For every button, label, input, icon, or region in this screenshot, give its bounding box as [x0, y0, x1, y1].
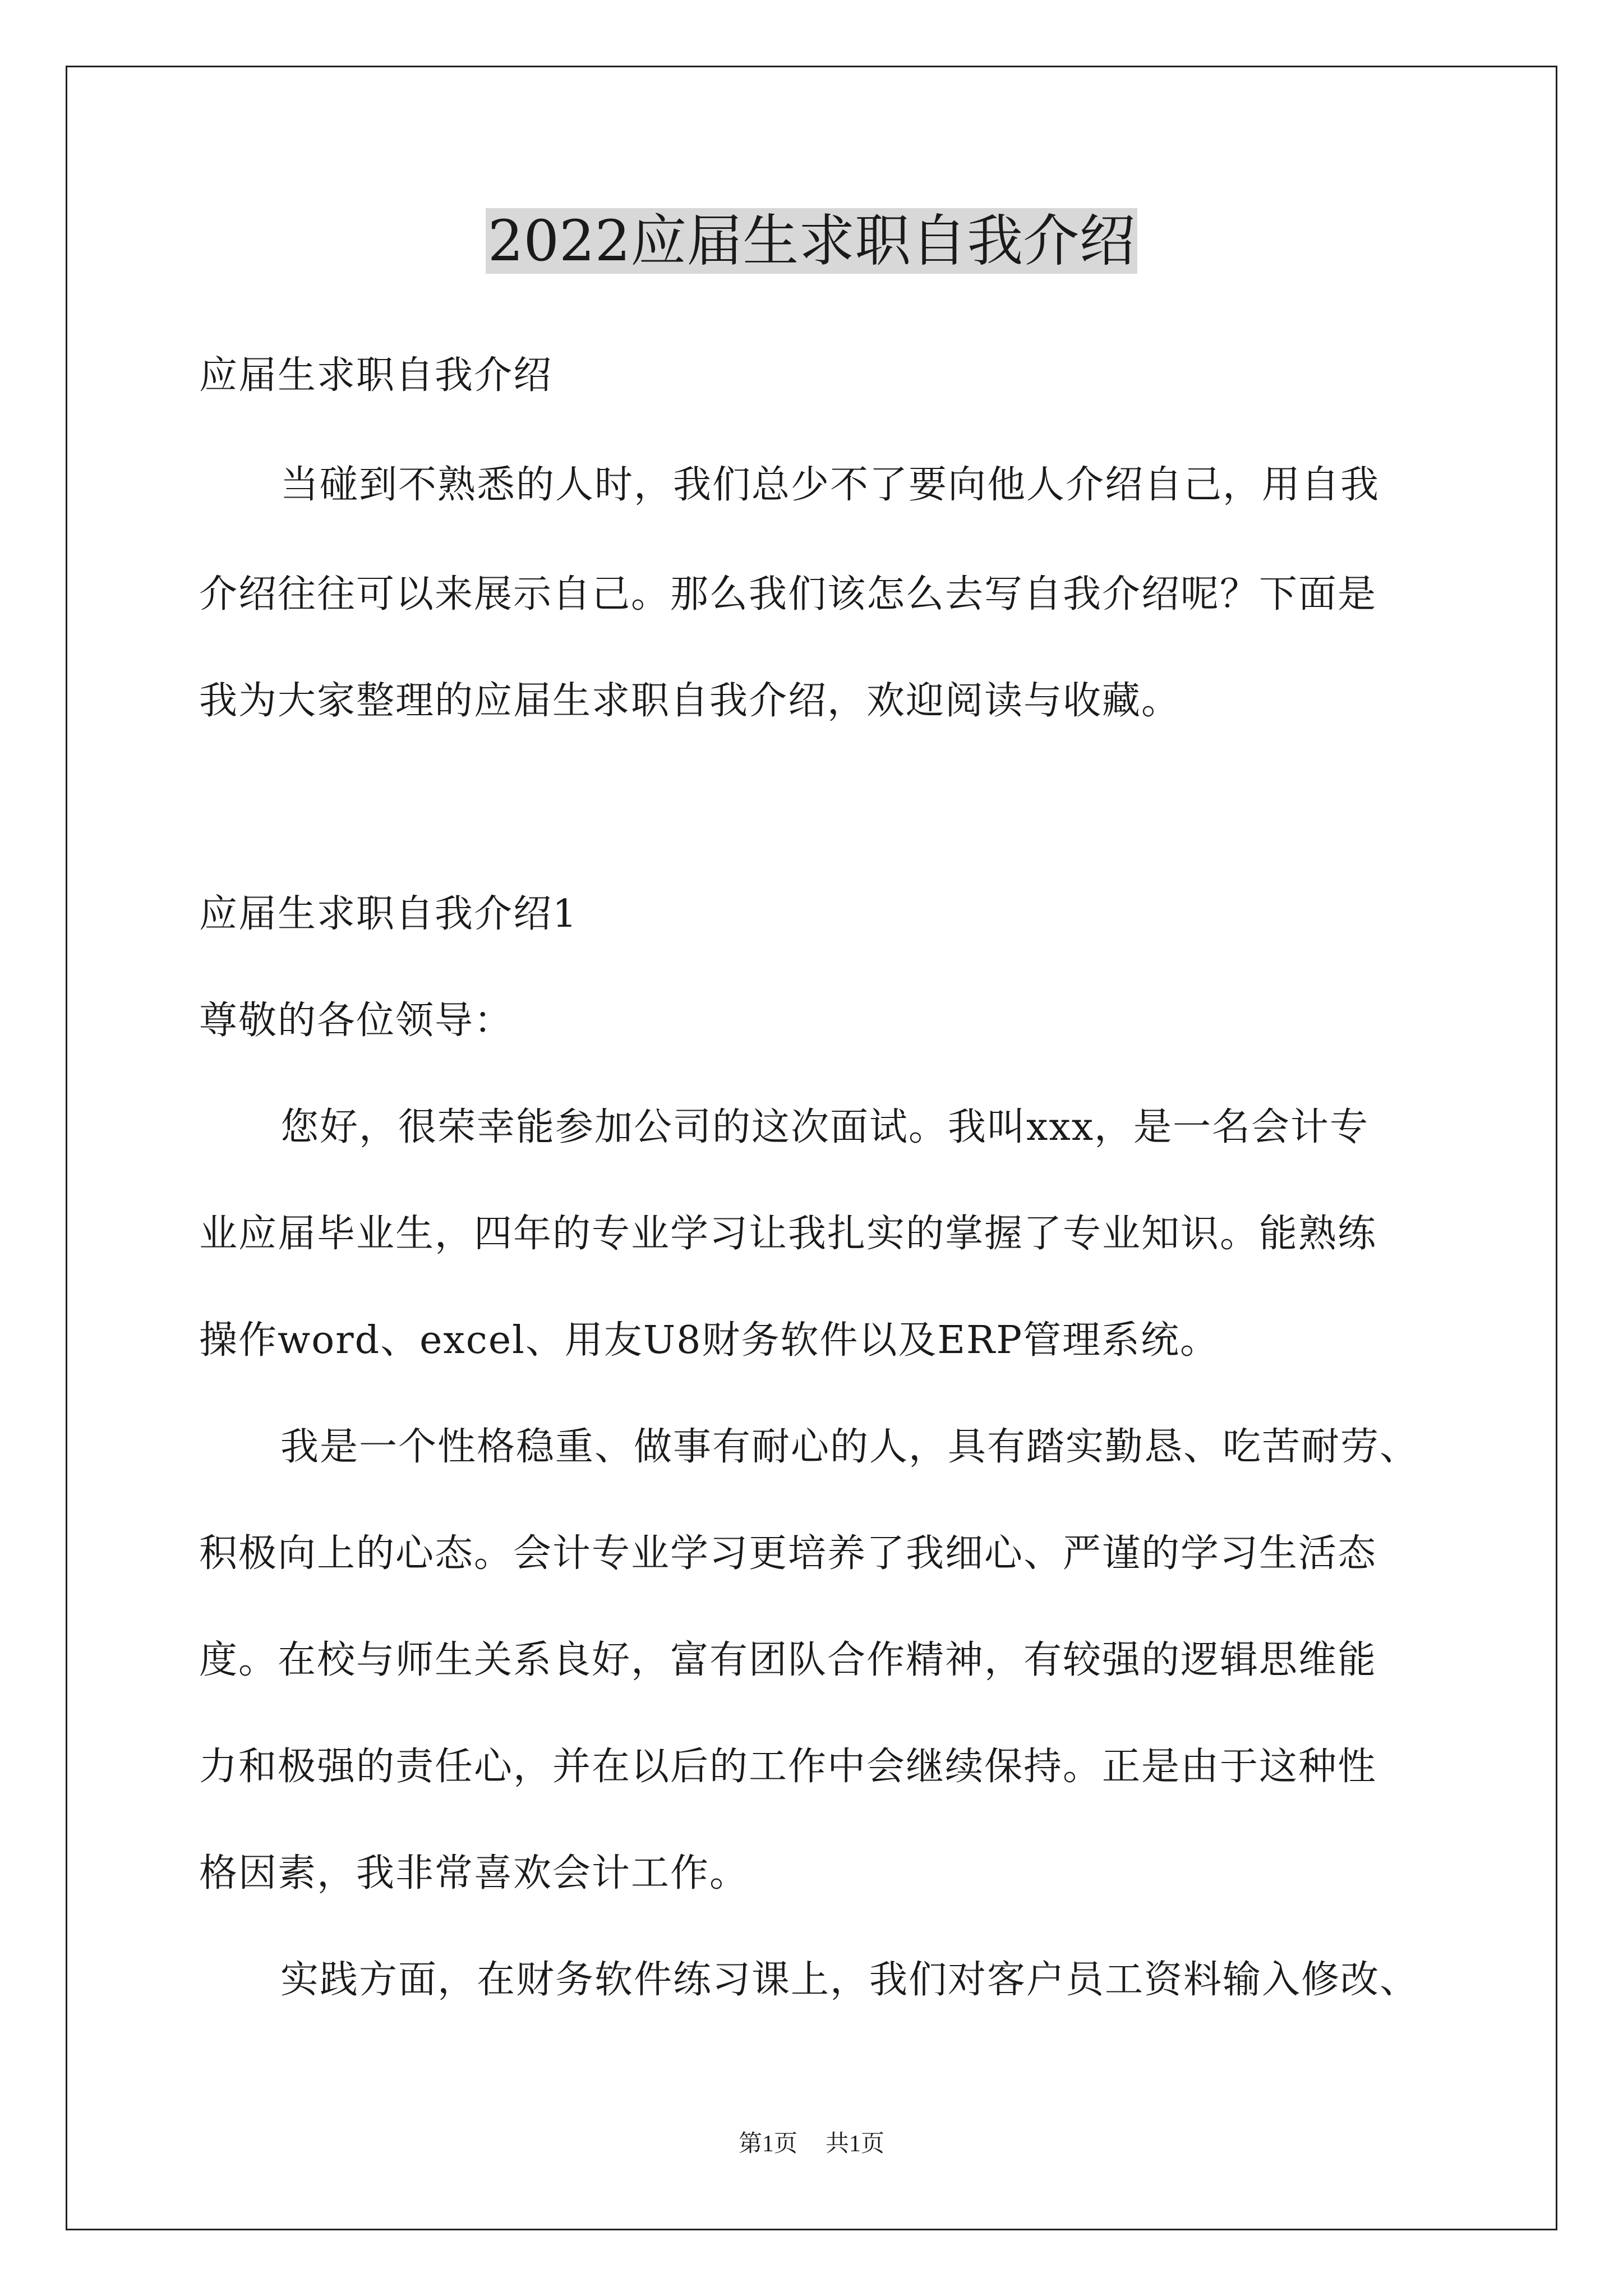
paragraph-line: 我为大家整理的应届生求职自我介绍，欢迎阅读与收藏。: [199, 679, 1181, 723]
paragraph-line: 实践方面，在财务软件练习课上，我们对客户员工资料输入修改、: [280, 1958, 1419, 2002]
paragraph-line: 我是一个性格稳重、做事有耐心的人，具有踏实勤恳、吃苦耐劳、: [280, 1425, 1419, 1469]
paragraph-line: 力和极强的责任心，并在以后的工作中会继续保持。正是由于这种性: [199, 1745, 1377, 1789]
paragraph-line: 操作word、excel、用友U8财务软件以及ERP管理系统。: [199, 1318, 1220, 1363]
paragraph-line: 当碰到不熟悉的人时，我们总少不了要向他人介绍自己，用自我: [280, 463, 1380, 507]
paragraph-line: 业应届毕业生，四年的专业学习让我扎实的掌握了专业知识。能熟练: [199, 1212, 1377, 1256]
section-heading: 应届生求职自我介绍1: [199, 892, 578, 936]
salutation: 尊敬的各位领导：: [199, 999, 514, 1043]
document-title: [0, 199, 1623, 283]
page-number-total: 共1页: [826, 2131, 885, 2157]
paragraph-line: 您好，很荣幸能参加公司的这次面试。我叫xxx，是一名会计专: [280, 1105, 1370, 1149]
paragraph-line: 介绍往往可以来展示自己。那么我们该怎么去写自我介绍呢？下面是: [199, 572, 1377, 616]
paragraph-line: 度。在校与师生关系良好，富有团队合作精神，有较强的逻辑思维能: [199, 1638, 1377, 1682]
document-title-text: 2022应届生求职自我介绍: [486, 208, 1138, 274]
paragraph-line: 积极向上的心态。会计专业学习更培养了我细心、严谨的学习生活态: [199, 1531, 1377, 1576]
section-heading: 应届生求职自我介绍: [199, 353, 553, 398]
paragraph-line: 格因素，我非常喜欢会计工作。: [199, 1851, 749, 1895]
page-footer: [0, 2127, 1623, 2161]
page-number-current: 第1页: [738, 2131, 797, 2157]
